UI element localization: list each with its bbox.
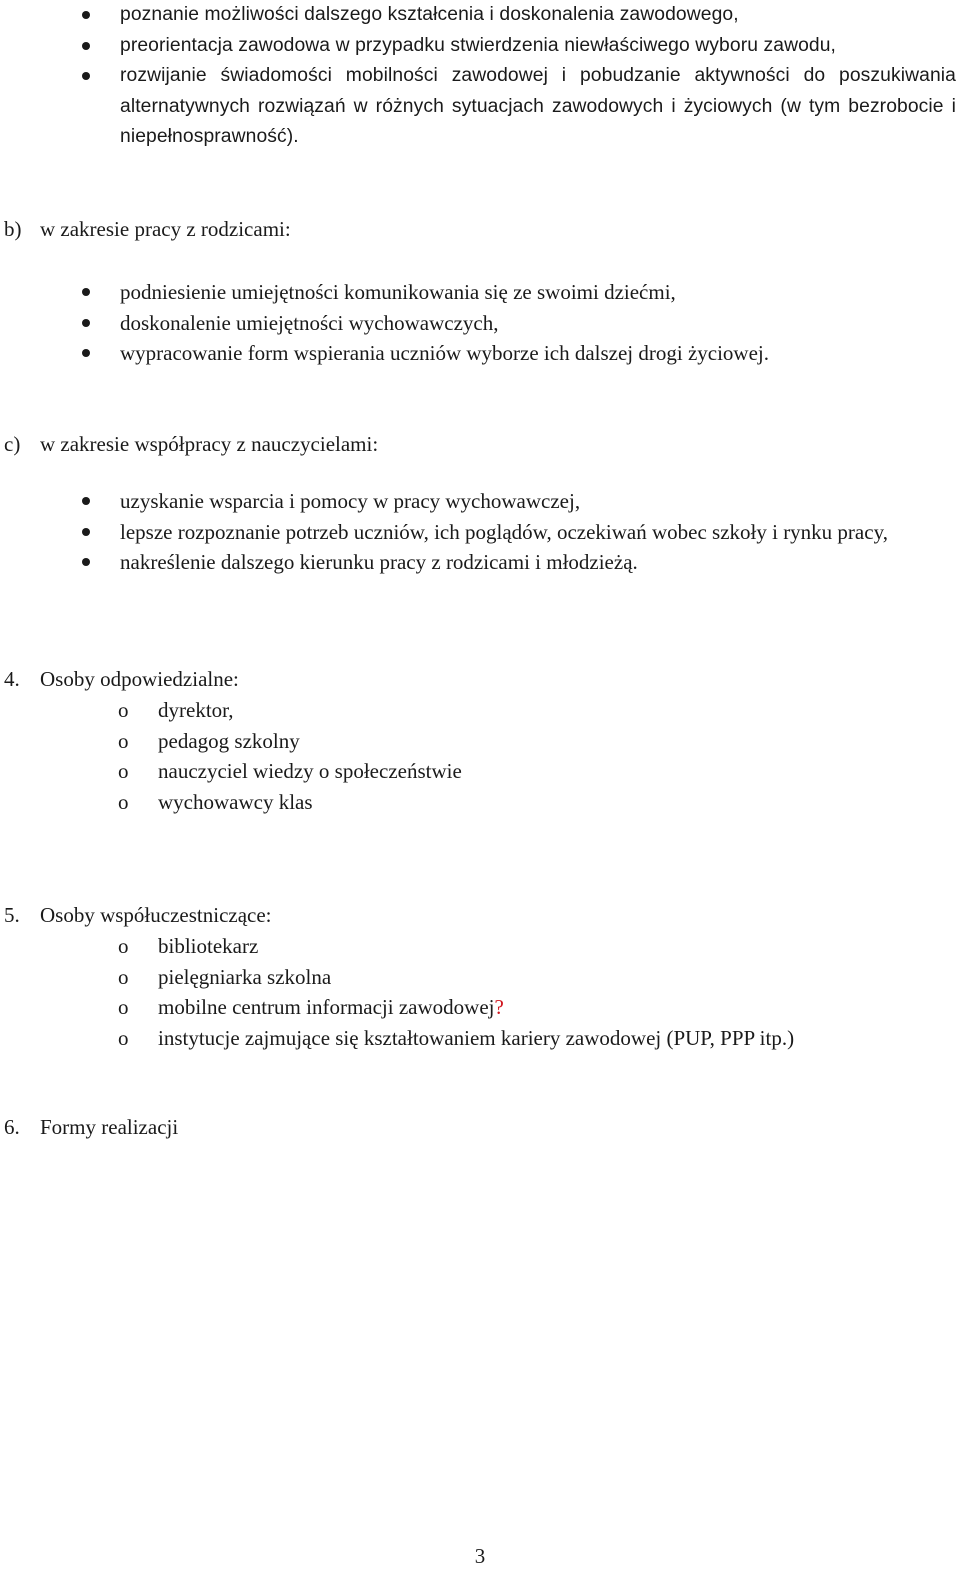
section-c-list (0, 486, 960, 578)
bullet-list (0, 486, 960, 578)
circle-bullet-icon: o (118, 964, 129, 989)
list-item: o mobilne centrum informacji zawodowej? (0, 992, 960, 1023)
list-item: podniesienie umiejętności komunikowania się ze swoimi dziećmi, (0, 277, 960, 308)
list-item: o instytucje zajmujące się kształtowaniem kariery zawodowej (PUP, PPP itp.) (0, 1023, 960, 1054)
section-number: 6. (4, 1115, 20, 1139)
list-item: o dyrektor, (0, 695, 960, 726)
section-b-heading (4, 214, 291, 244)
section-title: w zakresie pracy z rodzicami: (40, 217, 291, 241)
list-item: o bibliotekarz (0, 931, 960, 962)
bullet-icon (82, 288, 90, 296)
list-item: uzyskanie wsparcia i pomocy w pracy wychowawczej, (0, 486, 960, 517)
section-b-list (0, 277, 960, 369)
circle-bullet-icon: o (118, 698, 129, 722)
bullet-icon (82, 558, 90, 566)
bullet-icon (82, 349, 90, 357)
section-title: w zakresie współpracy z nauczycielami: (40, 432, 379, 456)
section-5-list (0, 931, 960, 1053)
section-a-tail (0, 0, 960, 153)
circle-bullet-icon: o (118, 759, 129, 783)
section-4-list (0, 695, 960, 817)
annotation-mark: ? (494, 995, 504, 1019)
list-item: wypracowanie form wspierania uczniów wyborze ich dalszej drogi życiowej. (0, 338, 960, 369)
circle-bullet-icon: o (118, 789, 129, 814)
bullet-icon (82, 319, 90, 327)
list-item: nakreślenie dalszego kierunku pracy z rodzicami i młodzieżą. (0, 547, 960, 578)
bullet-icon (82, 497, 90, 505)
list-item: o wychowawcy klas (0, 787, 960, 818)
section-c-heading (4, 429, 378, 459)
list-item: doskonalenie umiejętności wychowawczych, (0, 308, 960, 339)
circle-bullet-icon: o (118, 728, 129, 753)
section-5-heading (4, 900, 272, 930)
list-item: o pielęgniarka szkolna (0, 962, 960, 993)
section-title: Osoby współuczestniczące: (40, 903, 272, 927)
bullet-icon (82, 42, 90, 50)
section-title: Formy realizacji (40, 1115, 179, 1139)
bullet-icon (82, 72, 90, 80)
list-item: o nauczyciel wiedzy o społeczeństwie (0, 756, 960, 787)
list-item: o pedagog szkolny (0, 726, 960, 757)
bullet-icon (82, 11, 90, 19)
list-item: poznanie możliwości dalszego kształcenia i doskonalenia zawodowego, (0, 0, 960, 31)
section-marker: c) (4, 432, 21, 456)
bullet-list (0, 277, 960, 369)
bullet-icon (82, 528, 90, 536)
section-6-heading (4, 1112, 178, 1142)
page-number: 3 (474, 1544, 486, 1568)
list-item: preorientacja zawodowa w przypadku stwierdzenia niewłaściwego wyboru zawodu, (0, 31, 960, 62)
list-item: rozwijanie świadomości mobilności zawodowej i pobudzanie aktywności do poszukiwania alternatywnych rozwiązań w różnych sytuacjach zawodowych i życiowych (w tym bezrobocie i niepełnosprawność). (0, 61, 960, 153)
circle-bullet-icon: o (118, 995, 129, 1019)
section-number: 4. (4, 667, 20, 691)
bullet-list (0, 0, 960, 153)
section-4-heading (4, 664, 239, 694)
section-number: 5. (4, 903, 20, 927)
circle-bullet-icon: o (118, 934, 129, 958)
list-item: lepsze rozpoznanie potrzeb uczniów, ich poglądów, oczekiwań wobec szkoły i rynku pracy, (0, 517, 960, 548)
circle-bullet-icon: o (118, 1025, 129, 1050)
sub-list (0, 695, 960, 817)
section-marker: b) (4, 217, 22, 241)
sub-list (0, 931, 960, 1053)
section-title: Osoby odpowiedzialne: (40, 667, 239, 691)
